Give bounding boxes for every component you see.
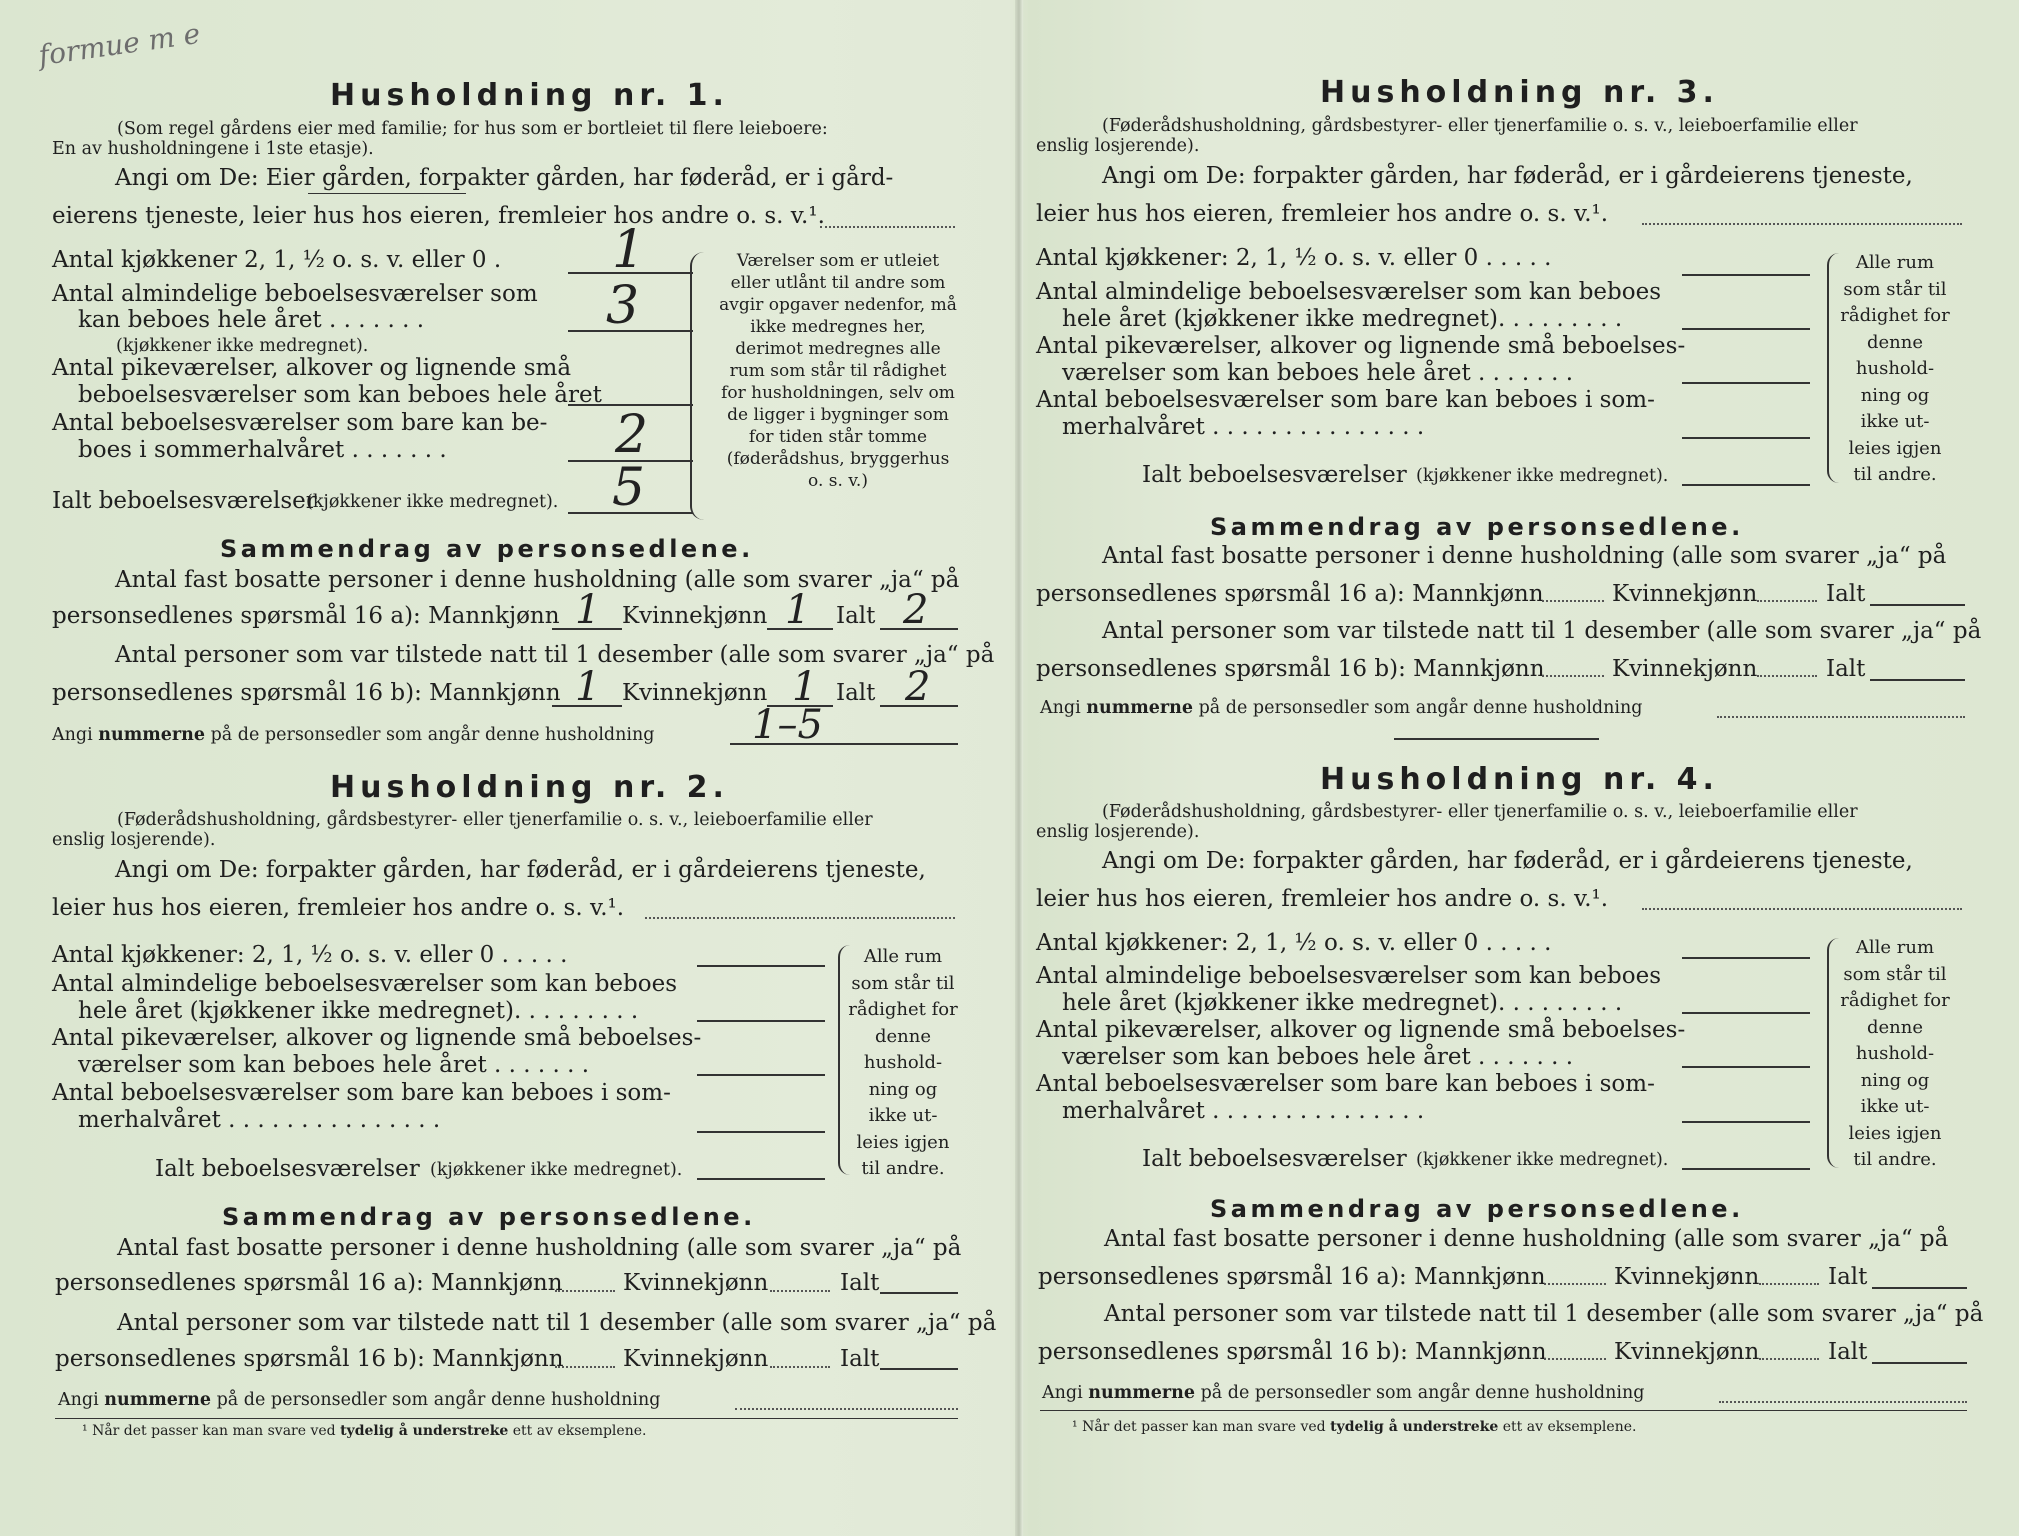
h3-summary-line3: Antal personer som var tilstede natt til 1 desember (alle som svarer „ja“ på: [1102, 618, 1982, 644]
h2-b-mann-line: [555, 1366, 615, 1368]
h4-row-maid-2: værelser som kan beboes hele året . . . . . . .: [1062, 1044, 1574, 1070]
household-2-note-line2: enslig losjerende).: [52, 830, 216, 850]
h3-a-ialt-label: Ialt: [1826, 581, 1866, 607]
h2-side-note: Alle rum som står til rådighet for denne hushold-ning og ikke ut-leies igjen til andre.: [848, 946, 958, 1179]
household-4-angi-fill: [1642, 908, 1962, 910]
h1-summer-value: 2: [615, 405, 649, 465]
household-2-note-line1: (Føderådshusholdning, gårdsbestyrer- eller tjenerfamilie o. s. v., leieboerfamilie eller: [117, 810, 873, 830]
h2-angi-num-bold: nummerne: [104, 1390, 211, 1410]
household-3-note-line2: enslig losjerende).: [1036, 136, 1200, 156]
h4-b-ialt-line: [1872, 1362, 1967, 1364]
h1-a-ialt-label: Ialt: [836, 603, 876, 629]
h2-summary-line3: Antal personer som var tilstede natt til 1 desember (alle som svarer „ja“ på: [117, 1310, 997, 1336]
h2-summary-line2: personsedlenes spørsmål 16 a): Mannkjønn: [55, 1270, 563, 1296]
h1-kitchens-value: 1: [612, 220, 646, 280]
h3-row-ordinary-2: hele året (kjøkkener ikke medregnet). . . . . . . . .: [1062, 306, 1623, 332]
h3-a-mann-line: [1542, 600, 1604, 602]
h4-a-kvinne-label: Kvinnekjønn: [1614, 1264, 1760, 1290]
h1-angi-num-bold: nummerne: [98, 725, 205, 745]
household-4-angi-line2: leier hus hos eieren, fremleier hos andre o. s. v.¹.: [1036, 886, 1609, 912]
h4-row-maid: Antal pikeværelser, alkover og lignende små beboelses-: [1036, 1017, 1686, 1043]
h2-a-kvinne-line: [770, 1290, 830, 1292]
h2-a-ialt-label: Ialt: [840, 1270, 880, 1296]
h4-angi-num-pre: Angi: [1042, 1383, 1083, 1403]
h4-total-line: [1682, 1168, 1810, 1170]
household-3-note-line1: (Føderådshusholdning, gårdsbestyrer- eller tjenerfamilie o. s. v., leieboerfamilie eller: [1102, 116, 1858, 136]
h1-total-note: (kjøkkener ikke medregnet).: [306, 492, 559, 512]
h3-b-kvinne-label: Kvinnekjønn: [1612, 656, 1758, 682]
h1-brace: [690, 252, 716, 520]
h1-row-summer-rooms: Antal beboelsesværelser som bare kan be-: [52, 410, 548, 436]
footnote-rule-left: [55, 1418, 958, 1419]
h2-maid-line: [697, 1074, 825, 1076]
h2-b-ialt-label: Ialt: [840, 1346, 880, 1372]
h4-row-kitchens: Antal kjøkkener: 2, 1, ½ o. s. v. eller 0 . . . . .: [1036, 930, 1552, 956]
household-2-angi-line1: Angi om De: forpakter gården, har føderåd, er i gårdeierens tjeneste,: [115, 857, 926, 883]
h4-maid-line: [1682, 1066, 1810, 1068]
h3-row-kitchens: Antal kjøkkener: 2, 1, ½ o. s. v. eller 0 . . . . .: [1036, 245, 1552, 271]
h4-angi-num-bold: nummerne: [1088, 1383, 1195, 1403]
h2-numbers-line: [735, 1408, 958, 1410]
h2-row-summer-2: merhalvåret . . . . . . . . . . . . . . .: [78, 1107, 441, 1133]
pencil-annotation: formue m e: [36, 16, 203, 73]
h3-b-ialt-label: Ialt: [1826, 656, 1866, 682]
h1-summary-line3: Antal personer som var tilstede natt til 1 desember (alle som svarer „ja“ på: [115, 642, 995, 668]
h3-row-maid: Antal pikeværelser, alkover og lignende små beboelses-: [1036, 333, 1686, 359]
footnote-right-pre: ¹ Når det passer kan man svare ved: [1072, 1419, 1326, 1435]
h3-h4-divider: [1394, 738, 1599, 740]
h4-summary-line3: Antal personer som var tilstede natt til 1 desember (alle som svarer „ja“ på: [1104, 1301, 1984, 1327]
h1-row-maid-rooms-2: beboelsesværelser som kan beboes hele året: [78, 382, 602, 408]
h1-angi-numbers: [52, 725, 654, 745]
household-1-note-line1: (Som regel gårdens eier med familie; for hus som er bortleiet til flere leieboere:: [117, 119, 828, 139]
h1-numbers-value: 1–5: [752, 702, 823, 748]
h1-a-kvinne-value: 1: [785, 587, 811, 633]
h1-summary-line4: personsedlenes spørsmål 16 b): Mannkjønn: [52, 680, 561, 706]
h1-b-ialt-label: Ialt: [836, 680, 876, 706]
h1-row-total: Ialt beboelsesværelser: [52, 488, 317, 514]
eier-garden-underline: [308, 193, 466, 194]
h2-summary-heading: Sammendrag av personsedlene.: [222, 1203, 756, 1231]
h2-b-ialt-line: [880, 1368, 958, 1370]
footnote-right-bold: tydelig å understreke: [1330, 1419, 1499, 1435]
h4-summary-line2: personsedlenes spørsmål 16 a): Mannkjønn: [1038, 1264, 1546, 1290]
h2-total-note: (kjøkkener ikke medregnet).: [430, 1160, 683, 1180]
h1-angi-num-pre: Angi: [52, 725, 93, 745]
h4-numbers-line: [1719, 1401, 1967, 1403]
h3-kitchens-line: [1682, 274, 1810, 276]
h3-maid-line: [1682, 382, 1810, 384]
h3-total-line: [1682, 484, 1810, 486]
h3-row-total: Ialt beboelsesværelser: [1142, 462, 1407, 488]
h3-a-kvinne-line: [1757, 600, 1817, 602]
h2-angi-num-post: på de personsedler som angår denne husholdning: [216, 1390, 661, 1410]
h2-kitchens-line: [697, 965, 825, 967]
footnote-right-post: ett av eksemplene.: [1502, 1419, 1637, 1435]
household-4-note-line1: (Føderådshusholdning, gårdsbestyrer- eller tjenerfamilie o. s. v., leieboerfamilie eller: [1102, 802, 1858, 822]
h3-side-note: Alle rum som står til rådighet for denne hushold-ning og ikke ut-leies igjen til andre.: [1840, 252, 1950, 485]
h4-angi-numbers: [1042, 1383, 1644, 1403]
h4-a-ialt-label: Ialt: [1828, 1264, 1868, 1290]
household-1-title: Husholdning nr. 1.: [330, 78, 729, 113]
h1-total-value: 5: [612, 458, 646, 518]
household-3-angi-fill: [1642, 223, 1962, 225]
h1-row-ordinary-note: (kjøkkener ikke medregnet).: [116, 336, 369, 356]
h2-row-maid-2: værelser som kan beboes hele året . . . . . . .: [78, 1052, 590, 1078]
h4-angi-num-post: på de personsedler som angår denne husholdning: [1200, 1383, 1645, 1403]
household-3-angi-line1: Angi om De: forpakter gården, har føderåd, er i gårdeierens tjeneste,: [1102, 163, 1913, 189]
h3-a-ialt-line: [1870, 604, 1965, 606]
h3-row-maid-2: værelser som kan beboes hele året . . . . . . .: [1062, 360, 1574, 386]
h4-kitchens-line: [1682, 957, 1810, 959]
footnote-left-post: ett av eksemplene.: [512, 1423, 647, 1439]
h1-a-ialt-value: 2: [903, 587, 929, 633]
household-4-note-line2: enslig losjerende).: [1036, 822, 1200, 842]
h2-row-kitchens: Antal kjøkkener: 2, 1, ½ o. s. v. eller 0 . . . . .: [52, 942, 568, 968]
h3-numbers-line: [1717, 716, 1965, 718]
h1-row-kitchens: Antal kjøkkener 2, 1, ½ o. s. v. eller 0 .: [52, 247, 502, 273]
h4-b-mann-line: [1544, 1358, 1606, 1360]
h1-row-summer-rooms-2: boes i sommerhalvåret . . . . . . .: [78, 437, 447, 463]
footnote-left: [82, 1423, 646, 1439]
h4-b-ialt-label: Ialt: [1828, 1339, 1868, 1365]
h2-row-ordinary: Antal almindelige beboelsesværelser som kan beboes: [52, 971, 678, 997]
h3-summer-line: [1682, 437, 1810, 439]
h1-b-ialt-value: 2: [905, 664, 931, 710]
h4-b-kvinne-label: Kvinnekjønn: [1614, 1339, 1760, 1365]
household-2-angi-line2: leier hus hos eieren, fremleier hos andre o. s. v.¹.: [52, 895, 625, 921]
h4-side-note: Alle rum som står til rådighet for denne hushold-ning og ikke ut-leies igjen til andre.: [1840, 937, 1950, 1170]
household-1-angi-line2: eierens tjeneste, leier hus hos eieren, fremleier hos andre o. s. v.¹.: [52, 203, 825, 229]
h1-b-kvinne-value: 1: [792, 664, 818, 710]
h1-summary-line2: personsedlenes spørsmål 16 a): Mannkjønn: [52, 603, 560, 629]
h3-b-ialt-line: [1870, 679, 1965, 681]
h2-summary-line1: Antal fast bosatte personer i denne husholdning (alle som svarer „ja“ på: [117, 1235, 962, 1261]
h1-a-mann-value: 1: [575, 587, 601, 633]
h2-row-summer: Antal beboelsesværelser som bare kan beboes i som-: [52, 1080, 671, 1106]
h3-a-kvinne-label: Kvinnekjønn: [1612, 581, 1758, 607]
h3-summary-line4: personsedlenes spørsmål 16 b): Mannkjønn: [1036, 656, 1545, 682]
h3-summary-heading: Sammendrag av personsedlene.: [1210, 513, 1744, 541]
household-1-angi-line1: Angi om De: Eier gården, forpakter gården, har føderåd, er i gård-: [115, 165, 894, 191]
h1-ordinary-value: 3: [606, 276, 640, 336]
h2-b-kvinne-label: Kvinnekjønn: [623, 1346, 769, 1372]
h2-row-ordinary-2: hele året (kjøkkener ikke medregnet). . . . . . . . .: [78, 998, 639, 1024]
footnote-rule-right: [1040, 1410, 1967, 1411]
h1-row-ordinary-rooms: Antal almindelige beboelsesværelser som: [52, 281, 538, 307]
household-2-title: Husholdning nr. 2.: [330, 770, 729, 805]
h4-a-ialt-line: [1872, 1287, 1967, 1289]
right-page: [1022, 0, 2019, 1536]
h1-b-mann-value: 1: [575, 664, 601, 710]
h3-ordinary-line: [1682, 328, 1810, 330]
h4-ordinary-line: [1682, 1012, 1810, 1014]
h2-ordinary-line: [697, 1020, 825, 1022]
h4-row-summer-2: merhalvåret . . . . . . . . . . . . . . .: [1062, 1098, 1425, 1124]
household-3-angi-line2: leier hus hos eieren, fremleier hos andre o. s. v.¹.: [1036, 201, 1609, 227]
household-1-angi-fill: [820, 226, 955, 228]
h4-a-mann-line: [1544, 1283, 1606, 1285]
h3-row-summer-2: merhalvåret . . . . . . . . . . . . . . .: [1062, 414, 1425, 440]
h4-row-ordinary: Antal almindelige beboelsesværelser som kan beboes: [1036, 963, 1662, 989]
h1-side-note: Værelser som er utleiet eller utlånt til andre som avgir opgaver nedenfor, må ikke medregnes her, derimot medregnes alle rum som står til rådighet for husholdningen, selv om de ligger i bygninger som for tiden står tomme (føderådshus, bryggerhus o. s. v.): [719, 251, 957, 491]
h1-angi-num-post: på de personsedler som angår denne husholdning: [210, 725, 655, 745]
h4-a-kvinne-line: [1759, 1283, 1819, 1285]
h3-angi-num-bold: nummerne: [1086, 698, 1193, 718]
h4-row-summer: Antal beboelsesværelser som bare kan beboes i som-: [1036, 1071, 1655, 1097]
h1-summary-line1: Antal fast bosatte personer i denne husholdning (alle som svarer „ja“ på: [115, 567, 960, 593]
h4-total-note: (kjøkkener ikke medregnet).: [1416, 1150, 1669, 1170]
h2-summary-line4: personsedlenes spørsmål 16 b): Mannkjønn: [55, 1346, 564, 1372]
h3-angi-num-post: på de personsedler som angår denne husholdning: [1198, 698, 1643, 718]
h2-total-line: [697, 1178, 825, 1180]
h4-row-total: Ialt beboelsesværelser: [1142, 1146, 1407, 1172]
h2-a-ialt-line: [880, 1292, 958, 1294]
footnote-left-pre: ¹ Når det passer kan man svare ved: [82, 1423, 336, 1439]
household-4-title: Husholdning nr. 4.: [1320, 762, 1719, 797]
h3-total-note: (kjøkkener ikke medregnet).: [1416, 466, 1669, 486]
h4-summary-heading: Sammendrag av personsedlene.: [1210, 1195, 1744, 1223]
h3-summary-line1: Antal fast bosatte personer i denne husholdning (alle som svarer „ja“ på: [1102, 543, 1947, 569]
h2-row-total: Ialt beboelsesværelser: [155, 1156, 420, 1182]
h1-b-kvinne-label: Kvinnekjønn: [622, 680, 768, 706]
h1-summary-heading: Sammendrag av personsedlene.: [220, 535, 754, 563]
h2-b-kvinne-line: [770, 1366, 830, 1368]
h3-angi-num-pre: Angi: [1040, 698, 1081, 718]
household-2-angi-fill: [645, 917, 955, 919]
h4-summary-line1: Antal fast bosatte personer i denne husholdning (alle som svarer „ja“ på: [1104, 1226, 1949, 1252]
h2-row-maid: Antal pikeværelser, alkover og lignende små beboelses-: [52, 1025, 702, 1051]
h3-summary-line2: personsedlenes spørsmål 16 a): Mannkjønn: [1036, 581, 1544, 607]
household-1-note-line2: En av husholdningene i 1ste etasje).: [52, 139, 374, 159]
h3-angi-numbers: [1040, 698, 1642, 718]
h4-summer-line: [1682, 1121, 1810, 1123]
household-3-title: Husholdning nr. 3.: [1320, 75, 1719, 110]
h2-a-mann-line: [555, 1290, 615, 1292]
h4-row-ordinary-2: hele året (kjøkkener ikke medregnet). . . . . . . . .: [1062, 990, 1623, 1016]
footnote-left-bold: tydelig å understreke: [340, 1423, 509, 1439]
h3-b-kvinne-line: [1757, 675, 1817, 677]
h3-row-summer: Antal beboelsesværelser som bare kan beboes i som-: [1036, 387, 1655, 413]
h2-summer-line: [697, 1131, 825, 1133]
h4-summary-line4: personsedlenes spørsmål 16 b): Mannkjønn: [1038, 1339, 1547, 1365]
h3-row-ordinary: Antal almindelige beboelsesværelser som kan beboes: [1036, 279, 1662, 305]
household-4-angi-line1: Angi om De: forpakter gården, har føderåd, er i gårdeierens tjeneste,: [1102, 848, 1913, 874]
footnote-right: [1072, 1419, 1636, 1435]
h1-a-kvinne-label: Kvinnekjønn: [622, 603, 768, 629]
h3-b-mann-line: [1542, 675, 1604, 677]
h2-angi-numbers: [58, 1390, 660, 1410]
h1-row-maid-rooms: Antal pikeværelser, alkover og lignende små: [52, 355, 572, 381]
h2-angi-num-pre: Angi: [58, 1390, 99, 1410]
h1-row-ordinary-rooms-2: kan beboes hele året . . . . . . .: [78, 307, 425, 333]
h2-a-kvinne-label: Kvinnekjønn: [623, 1270, 769, 1296]
h4-b-kvinne-line: [1759, 1358, 1819, 1360]
